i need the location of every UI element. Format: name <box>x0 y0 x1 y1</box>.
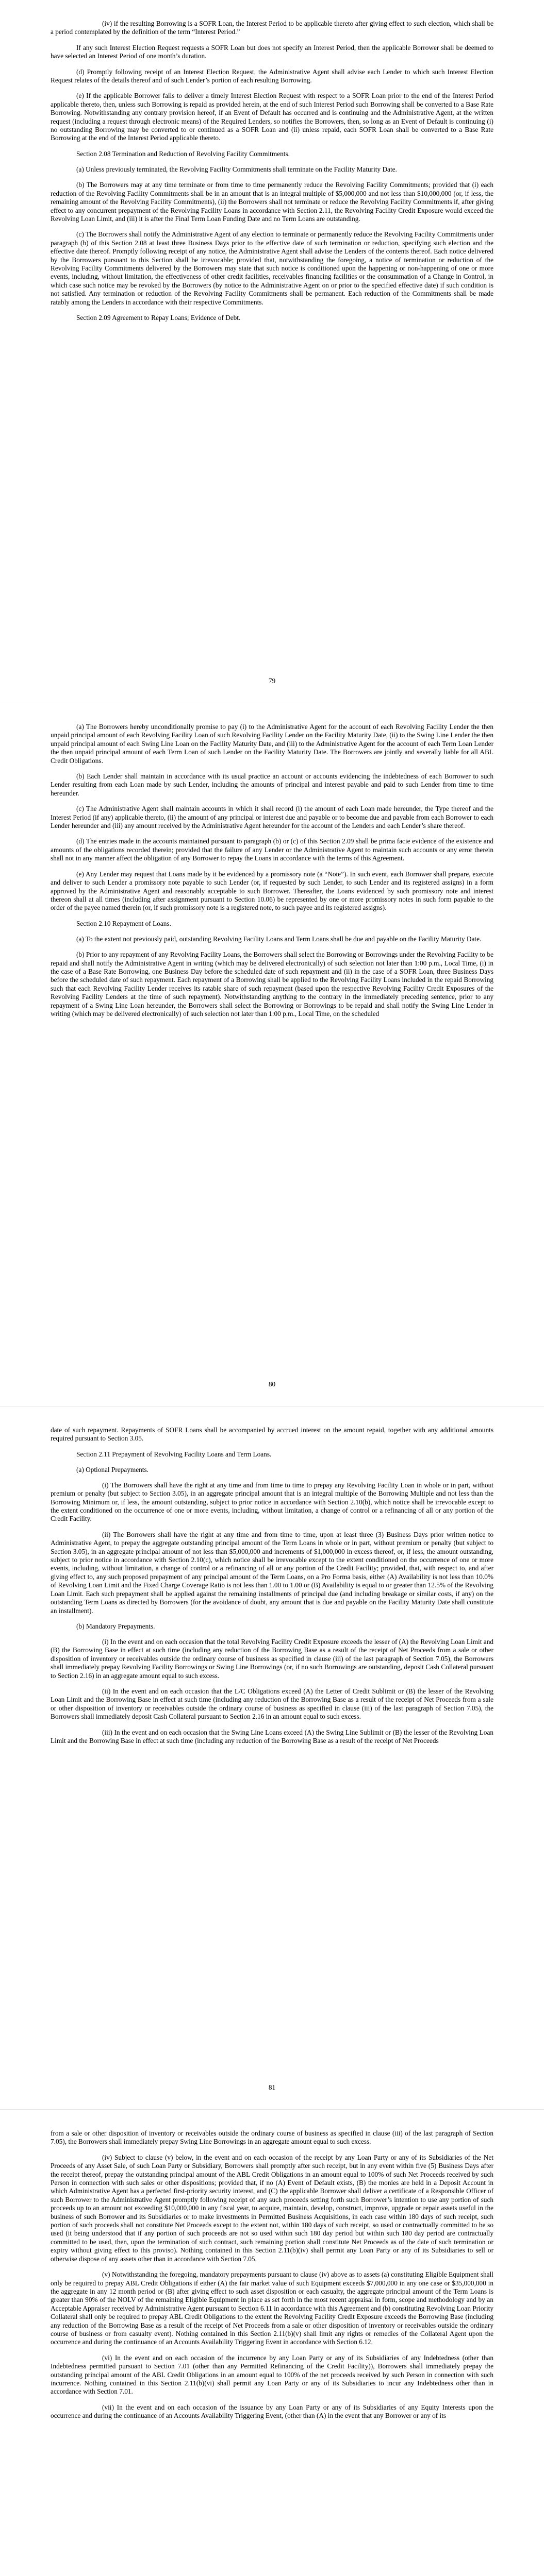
paragraph: (vi) In the event and on each occasion of the incurrence by any Loan Party or any of its Subsidiaries of any Indebtedness (other than Indebtedness permitted pursuant to Section 7.01 (other than any Permitted Refinancing of the Credit Facility)), Borrowers shall immediately prepay the outstanding principal amount of the ABL Credit Obligations in an amount equal to 100% of the net proceeds received by such Person in connection with such incurrence. Nothing contained in this Section 2.11(b)(vi) shall permit any Loan Party or any of its Subsidiaries to incur any Indebtedness other than in accordance with Section 7.01. <box>51 2353 493 2396</box>
paragraph: (iii) In the event and on each occasion that the Swing Line Loans exceed (A) the Swing Line Sublimit or (B) the lesser of the Revolving Loan Limit and the Borrowing Base in effect at such time (including any reduction of the Borrowing Base as a result of the receipt of Net Proceeds <box>51 1728 493 1744</box>
page-number: 81 <box>268 2083 276 2091</box>
paragraph: (i) The Borrowers shall have the right at any time and from time to time to prepay any Revolving Facility Loan in whole or in part, without premium or penalty (but subject to Section 3.05), in an aggregate principal amount that is an integral multiple of the Borrowing Multiple and not less than the Borrowing Minimum or, if less, the amount outstanding, subject to prior notice in accordance with Section 2.10(b), which notice shall be irrevocable except to the extent conditioned on the occurrence of one or more events, including, without limitation, a change of control or a refinancing of all or any portion of the Credit Facility. <box>51 1481 493 1523</box>
paragraph: (i) In the event and on each occasion that the total Revolving Facility Credit Exposure exceeds the lesser of (A) the Revolving Loan Limit and (B) the Borrowing Base in effect at such time (including any reduction of the Borrowing Base as a result of the receipt of Net Proceeds from a sale or other disposition of inventory or receivables outside the ordinary course of business as specified in clause (iii) of the last paragraph of Section 7.05), the Borrowers shall immediately prepay Revolving Facility Borrowings or Swing Line Borrowings (or, if no such Borrowings are outstanding, deposit Cash Collateral pursuant to Section 2.16) in an aggregate amount equal to such excess. <box>51 1637 493 1680</box>
paragraph: (b) Each Lender shall maintain in accordance with its usual practice an account or accounts evidencing the indebtedness of each Borrower to such Lender resulting from each Loan made by such Lender, including the amounts of principal and interest payable and paid to such Lender from time to time hereunder. <box>51 772 493 797</box>
paragraph: (iv) Subject to clause (v) below, in the event and on each occasion of the receipt by any Loan Party or any of its Subsidiaries of the Net Proceeds of any Asset Sale, of such Loan Party or Subsidiary, Borrowers shall promptly after such receipt, but in any event within five (5) Business Days after the receipt thereof, prepay the outstanding principal amount of the ABL Credit Obligations in an amount equal to 100% of such Net Proceeds received by such Person in connection with such sales or other dispositions; provided that, if no (A) Event of Default exists, (B) the monies are held in a Deposit Account in which Administrative Agent has a perfected first-priority security interest, and (C) the applicable Borrower shall deliver a certificate of a Responsible Officer of such Borrower to the Administrative Agent promptly following receipt of any such proceeds setting forth such Borrower’s intention to use any portion of such proceeds up to an amount not exceeding $10,000,000 in any fiscal year, to acquire, maintain, develop, construct, improve, upgrade or repair assets useful in the business of such Borrower and its Subsidiaries or to make investments in Permitted Business Acquisitions, in each case within 180 days of such receipt, such portion of such proceeds shall not constitute Net Proceeds except to the extent not, within 180 days of such receipt, so used or contractually committed to be so used (it being understood that if any portion of such proceeds are not so used within such 180 day period but within such 180 day period are contractually committed to be used, then, upon the termination of such contract, such remaining portion shall constitute Net Proceeds as of the date of such termination or expiry without giving effect to this proviso). Nothing contained in this Section 2.11(b)(iv) shall permit any Loan Party or any of its Subsidiaries to sell or otherwise dispose of any assets other than in accordance with Section 7.05. <box>51 2153 493 2263</box>
section-heading: Section 2.09 Agreement to Repay Loans; Evidence of Debt. <box>76 313 241 321</box>
subsection-heading: (b) Mandatory Prepayments. <box>76 1622 155 1630</box>
paragraph: (ii) The Borrowers shall have the right at any time and from time to time, upon at least three (3) Business Days prior written notice to Administrative Agent, to prepay the aggregate outstanding principal amount of the Term Loans in whole or in part, without premium or penalty (but subject to Section 3.05), in an aggregate principal amount of not less than $5,000,000 and increments of $1,000,000 in excess thereof, or, if less, the amount outstanding, subject to prior notice in accordance with Section 2.10(c), which notice shall be irrevocable except to the extent conditioned on the occurrence of one or more events, including, without limitation, a change of control or a refinancing of all or any portion of the Credit Facility; provided, that, with respect to, and after giving effect to, any such proposed prepayment of any principal amount of the Term Loans, on a Pro Forma basis, either (A) Availability is not less than 10.0% of Revolving Loan Limit and the Fixed Charge Coverage Ratio is not less than 1.00 to 1.00 or (B) Availability is equal to or greater than 12.5% of the Revolving Loan Limit. Each such prepayment shall be applied against the remaining installments of principal due (and including breakage or similar costs, if any) on the outstanding Term Loans as directed by Borrowers (for the avoidance of doubt, any amount that is due and payable on the Facility Maturity Date shall constitute an installment). <box>51 1530 493 1615</box>
paragraph: (e) If the applicable Borrower fails to deliver a timely Interest Election Request with respect to a SOFR Loan prior to the end of the Interest Period applicable thereto, then, unless such Borrowing is repaid as provided herein, at the end of such Interest Period such Borrowing shall be converted to a Base Rate Borrowing. Notwithstanding any contrary provision hereof, if an Event of Default has occurred and is continuing and the Administrative Agent, at the written request (including a request through electronic means) of the Required Lenders, so notifies the Borrowers, then, so long as an Event of Default is continuing (i) no outstanding Borrowing may be converted to or continued as a SOFR Loan and (ii) unless repaid, each SOFR Loan shall be converted to a Base Rate Borrowing at the end of the Interest Period applicable thereto. <box>51 92 493 142</box>
subsection-heading: (a) Optional Prepayments. <box>76 1465 149 1473</box>
page-number: 79 <box>268 677 276 685</box>
paragraph: (a) Unless previously terminated, the Revolving Facility Commitments shall terminate on the Facility Maturity Date. <box>76 165 397 173</box>
paragraph: (c) The Administrative Agent shall maintain accounts in which it shall record (i) the amount of each Loan made hereunder, the Type thereof and the Interest Period (if any) applicable thereto, (ii) the amount of any principal or interest due and payable or to become due and payable from each Borrower to each Lender hereunder and (iii) any amount received by the Administrative Agent hereunder for the account of the Lenders and each Lender’s share thereof. <box>51 805 493 830</box>
paragraph: (c) The Borrowers shall notify the Administrative Agent of any election to terminate or permanently reduce the Revolving Facility Commitments under paragraph (b) of this Section 2.08 at least three Business Days prior to the effective date of such termination or reduction, specifying such election and the effective date thereof. Promptly following receipt of any notice, the Administrative Agent shall advise the Lenders of the contents thereof. Each notice delivered by the Borrowers pursuant to this Section shall be irrevocable; provided that, notwithstanding the foregoing, a notice of termination or reduction of the Revolving Facility Commitments delivered by the Borrowers may state that such notice is conditioned upon the happening or non-happening of one or more events, including, without limitation, the effectiveness of other credit facilities, receivables financing facilities or the consummation of a Change in Control, in which case such notice may be revoked by the Borrowers (by notice to the Administrative Agent on or prior to the specified effective date) if such condition is not satisfied. Any termination or reduction of the Revolving Facility Commitments shall be permanent. Each reduction of the Commitments shall be made ratably among the Lenders in accordance with their respective Commitments. <box>51 230 493 306</box>
paragraph: (e) Any Lender may request that Loans made by it be evidenced by a promissory note (a “Note”). In such event, each Borrower shall prepare, execute and deliver to such Lender a promissory note payable to such Lender (or, if requested by such Lender, to such Lender and its registered assigns) in a form approved by the Administrative Agent and reasonably acceptable to such Borrower. Thereafter, the Loans evidenced by such promissory note and interest thereon shall at all times (including after assignment pursuant to Section 10.06) be represented by one or more promissory notes in such form payable to the order of the payee named therein (or, if such promissory note is a registered note, to such payee and its registered assigns). <box>51 870 493 912</box>
paragraph: (d) Promptly following receipt of an Interest Election Request, the Administrative Agent shall advise each Lender to which such Interest Election Request relates of the details thereof and of such Lender’s portion of each resulting Borrowing. <box>51 67 493 84</box>
paragraph: (ii) In the event and on each occasion that the L/C Obligations exceed (A) the Letter of Credit Sublimit or (B) the lesser of the Revolving Loan Limit and the Borrowing Base in effect at such time (including any reduction of the Borrowing Base as a result of the receipt of Net Proceeds from a sale or other disposition of inventory or receivables outside the ordinary course of business as specified in clause (iii) of the last paragraph of Section 7.05), the Borrowers shall immediately deposit Cash Collateral pursuant to Section 2.16 in an amount equal to such excess. <box>51 1687 493 1721</box>
paragraph: (a) To the extent not previously paid, outstanding Revolving Facility Loans and Term Loans shall be due and payable on the Facility Maturity Date. <box>76 935 482 943</box>
page <box>0 703 544 1406</box>
section-heading: Section 2.11 Prepayment of Revolving Facility Loans and Term Loans. <box>76 1450 272 1458</box>
paragraph: (b) The Borrowers may at any time terminate or from time to time permanently reduce the Revolving Facility Commitments; provided that (i) each reduction of the Revolving Facility Commitments shall be in an amount that is an integral multiple of $5,000,000 and not less than $10,000,000 (or, if less, the remaining amount of the Revolving Facility Commitments), (ii) the Borrowers shall not terminate or reduce the Revolving Facility Commitments if, after giving effect to any concurrent prepayment of the Revolving Facility Loans in accordance with Section 2.11, the Revolving Facility Credit Exposure would exceed the Revolving Loan Limit, and (iii) it is after the Final Term Loan Funding Date and no Term Loans are outstanding. <box>51 181 493 223</box>
paragraph: (iv) if the resulting Borrowing is a SOFR Loan, the Interest Period to be applicable thereto after giving effect to such election, which shall be a period contemplated by the definition of the term “Interest Period.” <box>51 20 493 36</box>
paragraph: (vii) In the event and on each occasion of the issuance by any Loan Party or any of its Subsidiaries of any Equity Interests upon the occurrence and during the continuance of an Accounts Availability Triggering Event, (other than (A) in the event that any Borrower or any of its <box>51 2403 493 2420</box>
paragraph: (b) Prior to any repayment of any Revolving Facility Loans, the Borrowers shall select the Borrowing or Borrowings under the Revolving Facility to be repaid and shall notify the Administrative Agent in writing (which may be delivered electronically) of such selection not later than 1:00 p.m., Local Time, (i) in the case of a Base Rate Borrowing, one Business Day before the scheduled date of such repayment and (ii) in the case of a SOFR Loan, three Business Days before the scheduled date of such repayment. Each repayment of a Borrowing shall be applied to the Revolving Facility Loans included in the repaid Borrowing such that each Revolving Facility Lender receives its ratable share of such repayment (based upon the respective Revolving Facility Credit Exposures of the Revolving Facility Lenders at the time of such repayment). Notwithstanding anything to the contrary in the immediately preceding sentence, prior to any repayment of a Swing Line Loan hereunder, the Borrowers shall select the Borrowing or Borrowings to be repaid and shall notify the Swing Line Lender in writing (which may be delivered electronically) of such selection not later than 1:00 p.m., Local Time, on the scheduled <box>51 951 493 1018</box>
paragraph: (a) The Borrowers hereby unconditionally promise to pay (i) to the Administrative Agent for the account of each Revolving Facility Lender the then unpaid principal amount of each Revolving Facility Loan of such Revolving Facility Lender on the Facility Maturity Date, (ii) to the Swing Line Lender the then unpaid principal amount of each Swing Line Loan on the Facility Maturity Date, and (iii) to the Administrative Agent for the account of each Term Loan Lender the then unpaid principal amount of each Term Loan of such Lender on the Facility Maturity Date. The Borrowers are jointly and severally liable for all ABL Credit Obligations. <box>51 723 493 765</box>
section-heading: Section 2.10 Repayment of Loans. <box>76 919 171 927</box>
page <box>0 0 544 703</box>
paragraph: date of such repayment. Repayments of SOFR Loans shall be accompanied by accrued interest on the amount repaid, together with any additional amounts required pursuant to Section 3.05. <box>51 1426 493 1443</box>
section-heading: Section 2.08 Termination and Reduction of Revolving Facility Commitments. <box>76 149 290 158</box>
paragraph: from a sale or other disposition of inventory or receivables outside the ordinary course of business as specified in clause (iii) of the last paragraph of Section 7.05), the Borrowers shall immediately prepay Swing Line Borrowings in an aggregate amount equal to such excess. <box>51 2129 493 2146</box>
page <box>0 1406 544 2110</box>
paragraph: If any such Interest Election Request requests a SOFR Loan but does not specify an Interest Period, then the applicable Borrower shall be deemed to have selected an Interest Period of one month’s duration. <box>51 43 493 60</box>
paragraph: (d) The entries made in the accounts maintained pursuant to paragraph (b) or (c) of this Section 2.09 shall be prima facie evidence of the existence and amounts of the obligations recorded therein; provided that the failure of any Lender or the Administrative Agent to maintain such accounts or any error therein shall not in any manner affect the obligation of any Borrower to repay the Loans in accordance with the terms of this Agreement. <box>51 837 493 862</box>
paragraph: (v) Notwithstanding the foregoing, mandatory prepayments pursuant to clause (iv) above as to assets (a) constituting Eligible Equipment shall only be required to prepay ABL Credit Obligations if either (A) the fair market value of such Equipment exceeds $7,000,000 in any one case or $35,000,000 in the aggregate in any 12 month period or (B) after giving effect to such asset disposition or each casualty, the aggregate principal amount of the Term Loans is greater than 90% of the NOLV of the remaining Eligible Equipment in place as set forth in the most recent appraisal in form, scope and methodology and by an Acceptable Appraiser received by Administrative Agent pursuant to Section 6.11 in accordance with this Agreement and (b) constituting Revolving Loan Priority Collateral shall only be required to prepay ABL Credit Obligations to the extent the Revolving Facility Credit Exposure exceeds the Borrowing Base (including any reduction of the Borrowing Base as a result of the receipt of Net Proceeds from a sale or other disposition of inventory or receivables outside the ordinary course of business or from casualty event). Nothing contained in this Section 2.11(b)(v) shall limit any rights or remedies of the Collateral Agent upon the occurrence and during the continuance of an Accounts Availability Triggering Event in accordance with Section 6.12. <box>51 2270 493 2346</box>
page-number: 80 <box>268 1380 276 1388</box>
page <box>0 2110 544 2576</box>
